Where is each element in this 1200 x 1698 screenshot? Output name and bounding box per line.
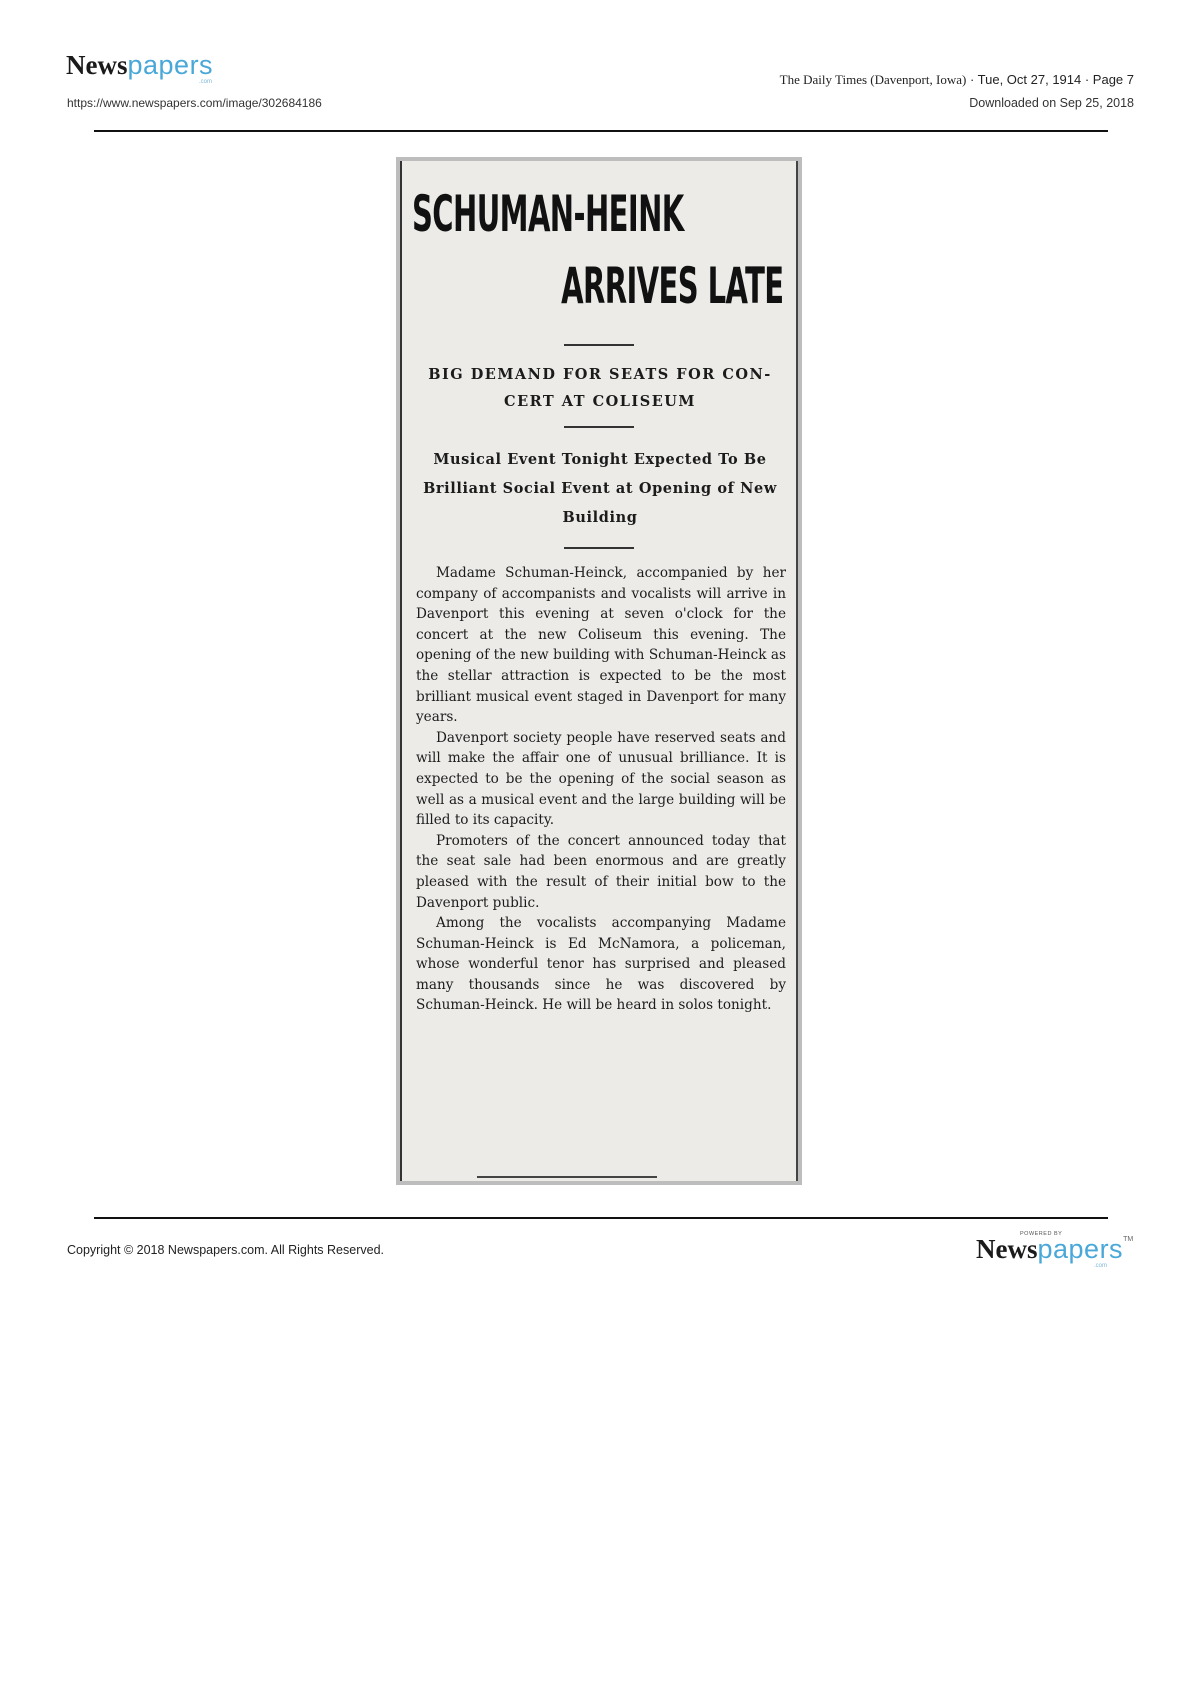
article-paragraph: Promoters of the concert announced today that the seat sale had been enormous and are greatly pleased with the result of their initial bow to the Davenport public. — [416, 832, 786, 911]
body-divider — [564, 547, 634, 549]
newspapers-logo[interactable] — [66, 50, 214, 85]
copyright-notice: Copyright © 2018 Newspapers.com. All Rights Reserved. — [67, 1243, 384, 1257]
article-paragraph: Madame Schuman-Heinck, accompanied by her company of accompanists and vocalists will arrive in Davenport this evening at seven o'clock for the concert at the new Coliseum this evening. The opening of the new building with Schuman-Heinck as the stellar attraction is expected to be the most brilliant musical event staged in Davenport for many years. — [416, 565, 786, 726]
image-url-link[interactable]: https://www.newspapers.com/image/302684186 — [67, 96, 322, 110]
subheadline-2: Musical Event Tonight Expected To Be Brilliant Social Event at Opening of New Building — [423, 451, 777, 526]
clipping-page — [400, 161, 798, 1181]
newspaper-clipping — [396, 157, 802, 1185]
logo-dotcom-text: .com — [199, 79, 213, 85]
trademark-text: TM — [1123, 1236, 1134, 1243]
issue-date-page: · Tue, Oct 27, 1914 · Page 7 — [969, 72, 1134, 87]
publication-name: The Daily Times (Davenport, Iowa) — [779, 72, 967, 87]
logo-dotcom-text: .com — [1094, 1263, 1108, 1269]
article-paragraph: Among the vocalists accompanying Madame Schuman-Heinck is Ed McNamora, a policeman, whose wonderful tenor has surprised and pleased many thousands since he was discovered by Schuman-Heinck. He will be heard in solos tonight. — [416, 915, 786, 1014]
source-citation — [780, 72, 1134, 88]
subheadline-1: BIG DEMAND FOR SEATS FOR CON-CERT AT COLISEUM — [428, 366, 772, 410]
footer-divider — [94, 1217, 1108, 1219]
article-end-rule — [477, 1176, 657, 1178]
logo-papers-text: papers — [127, 50, 214, 80]
headline-divider — [564, 344, 634, 346]
article-body — [416, 563, 786, 1016]
article-paragraph: Davenport society people have reserved seats and will make the affair one of unusual brilliance. It is expected to be the opening of the social season as well as a musical event and the large building will be filled to its capacity. — [416, 729, 786, 829]
powered-by-newspapers-logo[interactable] — [976, 1231, 1134, 1269]
logo-news-text: News — [66, 50, 128, 80]
powered-by-text: POWERED BY — [1020, 1231, 1063, 1237]
header-divider — [94, 130, 1108, 132]
logo-news-text: News — [976, 1234, 1038, 1264]
subheadline-divider — [564, 426, 634, 428]
headline-line-1: SCHUMAN-HEINK — [412, 185, 684, 243]
download-date: Downloaded on Sep 25, 2018 — [969, 96, 1134, 110]
logo-papers-text: papers — [1037, 1234, 1124, 1264]
headline-line-2: ARRIVES LATE — [561, 257, 784, 315]
